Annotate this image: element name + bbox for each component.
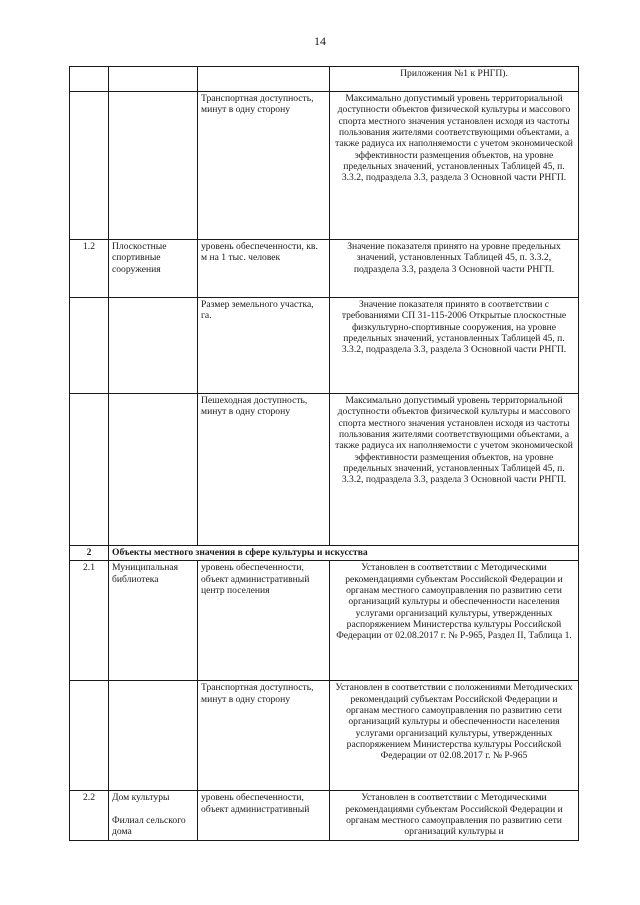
row-number: 1.2 bbox=[70, 240, 109, 298]
table-row bbox=[70, 298, 579, 394]
indicator-name: Транспортная доступность, минут в одну сторону bbox=[198, 92, 330, 240]
section-number: 2 bbox=[70, 546, 109, 561]
table-row bbox=[70, 67, 579, 92]
object-name: Муниципальная библиотека bbox=[109, 561, 198, 681]
object-name: Плоскостные спортивные сооружения bbox=[109, 240, 198, 298]
indicator-rationale: Значение показателя принято в соответствии с требованиями СП 31-115-2006 Открытые плоскостные физкультурно-спортивные сооружения, на уровне предельных значений, установленных Таблицей 45, п. 3.3.2, подраздела 3.3, раздела 3 Основной части РНГП. bbox=[330, 298, 579, 394]
indicator-rationale: Установлен в соответствии с Методическими рекомендациями субъектам Российской Федерации и органам местного самоуправления по развитию сети организаций культуры и обеспеченности населения услугами организаций культуры, утвержденных распоряжением Министерства культуры Российской Федерации от 02.08.2017 г. № Р-965, Раздел II, Таблица 1. bbox=[330, 561, 579, 681]
indicator-rationale: Значение показателя принято на уровне предельных значений, установленных Таблицей 45, п. 3.3.2, подраздела 3.3, раздела 3 Основной части РНГП. bbox=[330, 240, 579, 298]
section-header-row bbox=[70, 546, 579, 561]
object-name-secondary: Филиал сельского дома bbox=[112, 814, 186, 838]
object-name bbox=[109, 681, 198, 791]
object-name bbox=[109, 298, 198, 394]
object-cell bbox=[109, 791, 198, 840]
row-number: 2.2 bbox=[70, 791, 109, 840]
row-number bbox=[70, 67, 109, 92]
table-row bbox=[70, 240, 579, 298]
indicator-rationale: Максимально допустимый уровень территориальной доступности объектов физической культуры и массового спорта местного значения установлен исходя из частоты пользования жителями соответствующими объектами, а также радиуса их наполняемости с учетом экономической эффективности размещения объектов, на уровне предельных значений, установленных Таблицей 45, п. 3.3.2, подраздела 3.3, раздела 3 Основной части РНГП. bbox=[330, 92, 579, 240]
indicator-name: уровень обеспеченности, объект административный bbox=[198, 791, 330, 840]
row-number: 2.1 bbox=[70, 561, 109, 681]
row-number bbox=[70, 394, 109, 546]
object-name bbox=[109, 394, 198, 546]
indicator-rationale: Приложения №1 к РНГП). bbox=[330, 67, 579, 92]
object-name: Дом культуры bbox=[112, 792, 170, 804]
indicator-name: Пешеходная доступность, минут в одну сторону bbox=[198, 394, 330, 546]
object-name bbox=[109, 92, 198, 240]
indicator-name: Транспортная доступность, минут в одну сторону bbox=[198, 681, 330, 791]
row-number bbox=[70, 298, 109, 394]
indicator-rationale: Установлен в соответствии с Методическими рекомендациями субъектам Российской Федерации и органам местного самоуправления по развитию сети организаций культуры и bbox=[330, 791, 579, 840]
table-row bbox=[70, 681, 579, 791]
indicator-name bbox=[198, 67, 330, 92]
indicator-name: уровень обеспеченности, кв. м на 1 тыс. человек bbox=[198, 240, 330, 298]
table-row bbox=[70, 561, 579, 681]
table-row bbox=[70, 394, 579, 546]
object-name bbox=[109, 67, 198, 92]
indicator-rationale: Максимально допустимый уровень территориальной доступности объектов физической культуры и массового спорта местного значения установлен исходя из частоты пользования жителями соответствующими объектами, а также радиуса их наполняемости с учетом экономической эффективности размещения объектов, на уровне предельных значений, установленных Таблицей 45, п. 3.3.2, подраздела 3.3, раздела 3 Основной части РНГП. bbox=[330, 394, 579, 546]
table-row bbox=[70, 791, 579, 840]
indicator-rationale: Установлен в соответствии с положениями Методических рекомендаций субъектам Российской Федерации и органам местного самоуправления по развитию сети организаций культуры и обеспеченности населения услугами организаций культуры, утвержденных распоряжением Министерства культуры Российской Федерации от 02.08.2017 г. № Р-965 bbox=[330, 681, 579, 791]
section-title: Объекты местного значения в сфере культуры и искусства bbox=[109, 546, 579, 561]
page-number: 14 bbox=[314, 34, 326, 48]
row-number bbox=[70, 92, 109, 240]
norms-table bbox=[69, 66, 579, 841]
table-row bbox=[70, 92, 579, 240]
indicator-name: Размер земельного участка, га. bbox=[198, 298, 330, 394]
indicator-name: уровень обеспеченности, объект административный центр поселения bbox=[198, 561, 330, 681]
row-number bbox=[70, 681, 109, 791]
